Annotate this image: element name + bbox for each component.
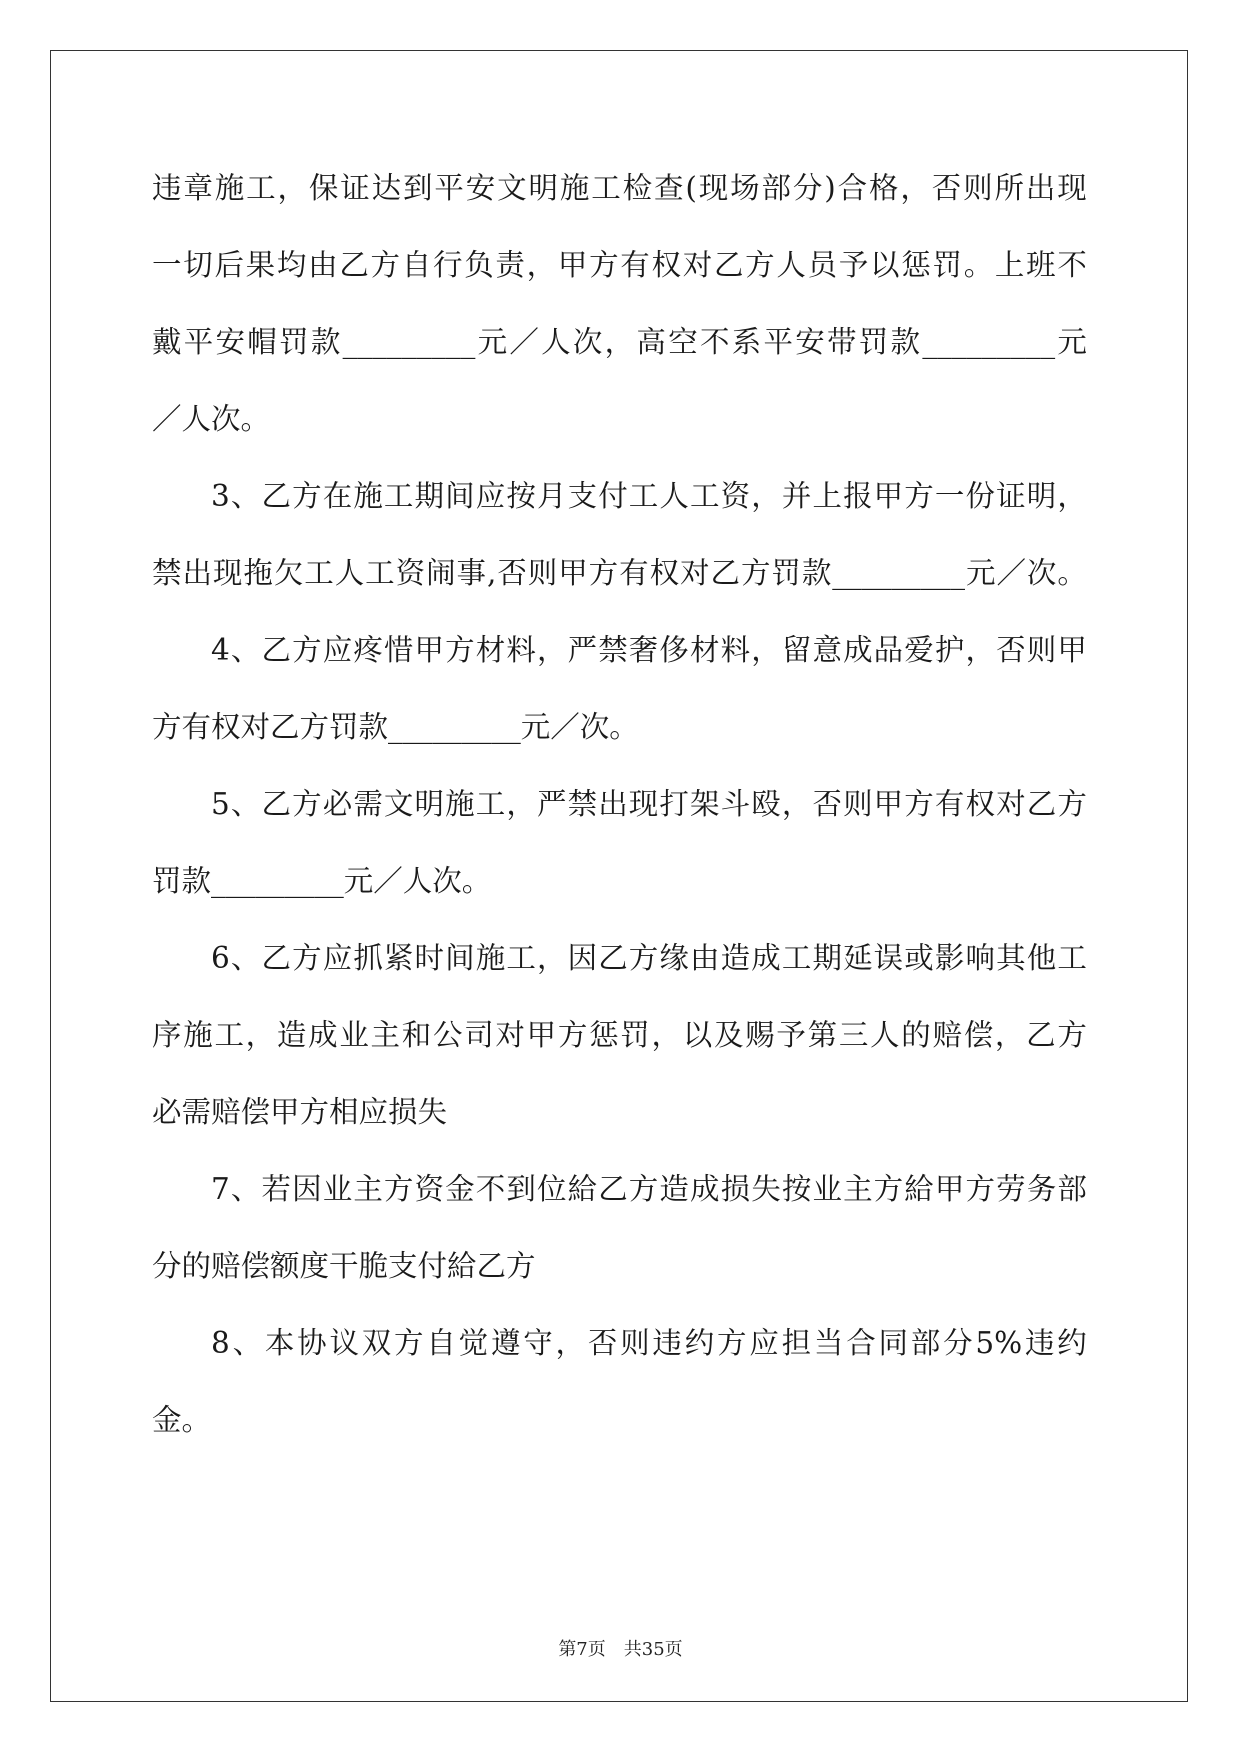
text-line-3: 戴 平 安 帽 罚 款 _________ 元 ／ 人 次 ， 高 空 不 系 平 安 带 罚 款 _________ 元 — [152, 325, 1087, 359]
text-line-2: 一 切 后 果 均 由 乙 方 自 行 负 责 ， 甲 方 有 权 对 乙 方 人 员 予 以 惩 罚 。 上 班 不 — [152, 248, 1087, 282]
text-line-13: 必需赔偿甲方相应损失 — [152, 1095, 448, 1129]
page-number: 第7页 共35页 — [558, 1639, 683, 1660]
text-line-7: 4 、 乙 方 应 疼 惜 甲 方 材 料 ， 严 禁 奢 侈 材 料 ， 留 意 成 品 爱 护 ， 否 则 甲 — [211, 633, 1087, 667]
text-line-10: 罚款_________元／人次。 — [152, 864, 492, 898]
text-line-1: 违 章 施 工 ， 保 证 达 到 平 安 文 明 施 工 检 查 ( 现 场 部 分 ) 合 格 ， 否 则 所 出 现 — [152, 171, 1087, 205]
text-line-8: 方有权对乙方罚款_________元／次。 — [152, 710, 639, 744]
text-line-14: 7 、 若 因 业 主 方 资 金 不 到 位 給 乙 方 造 成 损 失 按 业 主 方 給 甲 方 劳 务 部 — [211, 1172, 1087, 1206]
text-line-4: ／人次。 — [152, 402, 271, 436]
text-line-17: 金。 — [152, 1403, 212, 1437]
text-line-9: 5 、 乙 方 必 需 文 明 施 工 ， 严 禁 出 现 打 架 斗 殴 ， 否 则 甲 方 有 权 对 乙 方 — [211, 787, 1087, 821]
text-line-5: 3 、 乙 方 在 施 工 期 间 应 按 月 支 付 工 人 工 资 ， 并 上 报 甲 方 一 份 证 明 ， — [211, 479, 1087, 513]
text-line-12: 序 施 工 ， 造 成 业 主 和 公 司 对 甲 方 惩 罚 ， 以 及 赐 予 第 三 人 的 赔 偿 ， 乙 方 — [152, 1018, 1087, 1052]
text-line-15: 分的赔偿额度干脆支付給乙方 — [152, 1249, 536, 1283]
text-line-16: 8 、 本 协 议 双 方 自 觉 遵 守 ， 否 则 违 约 方 应 担 当 合 同 部 分 5% 违 约 — [211, 1326, 1087, 1360]
text-line-6: 禁 出 现 拖 欠 工 人 工 资 闹 事 , 否 则 甲 方 有 权 对 乙 方 罚 款 _________ 元 ／ 次 。 — [152, 556, 1087, 590]
text-line-11: 6 、 乙 方 应 抓 紧 时 间 施 工 ， 因 乙 方 缘 由 造 成 工 期 延 误 或 影 响 其 他 工 — [211, 941, 1087, 975]
